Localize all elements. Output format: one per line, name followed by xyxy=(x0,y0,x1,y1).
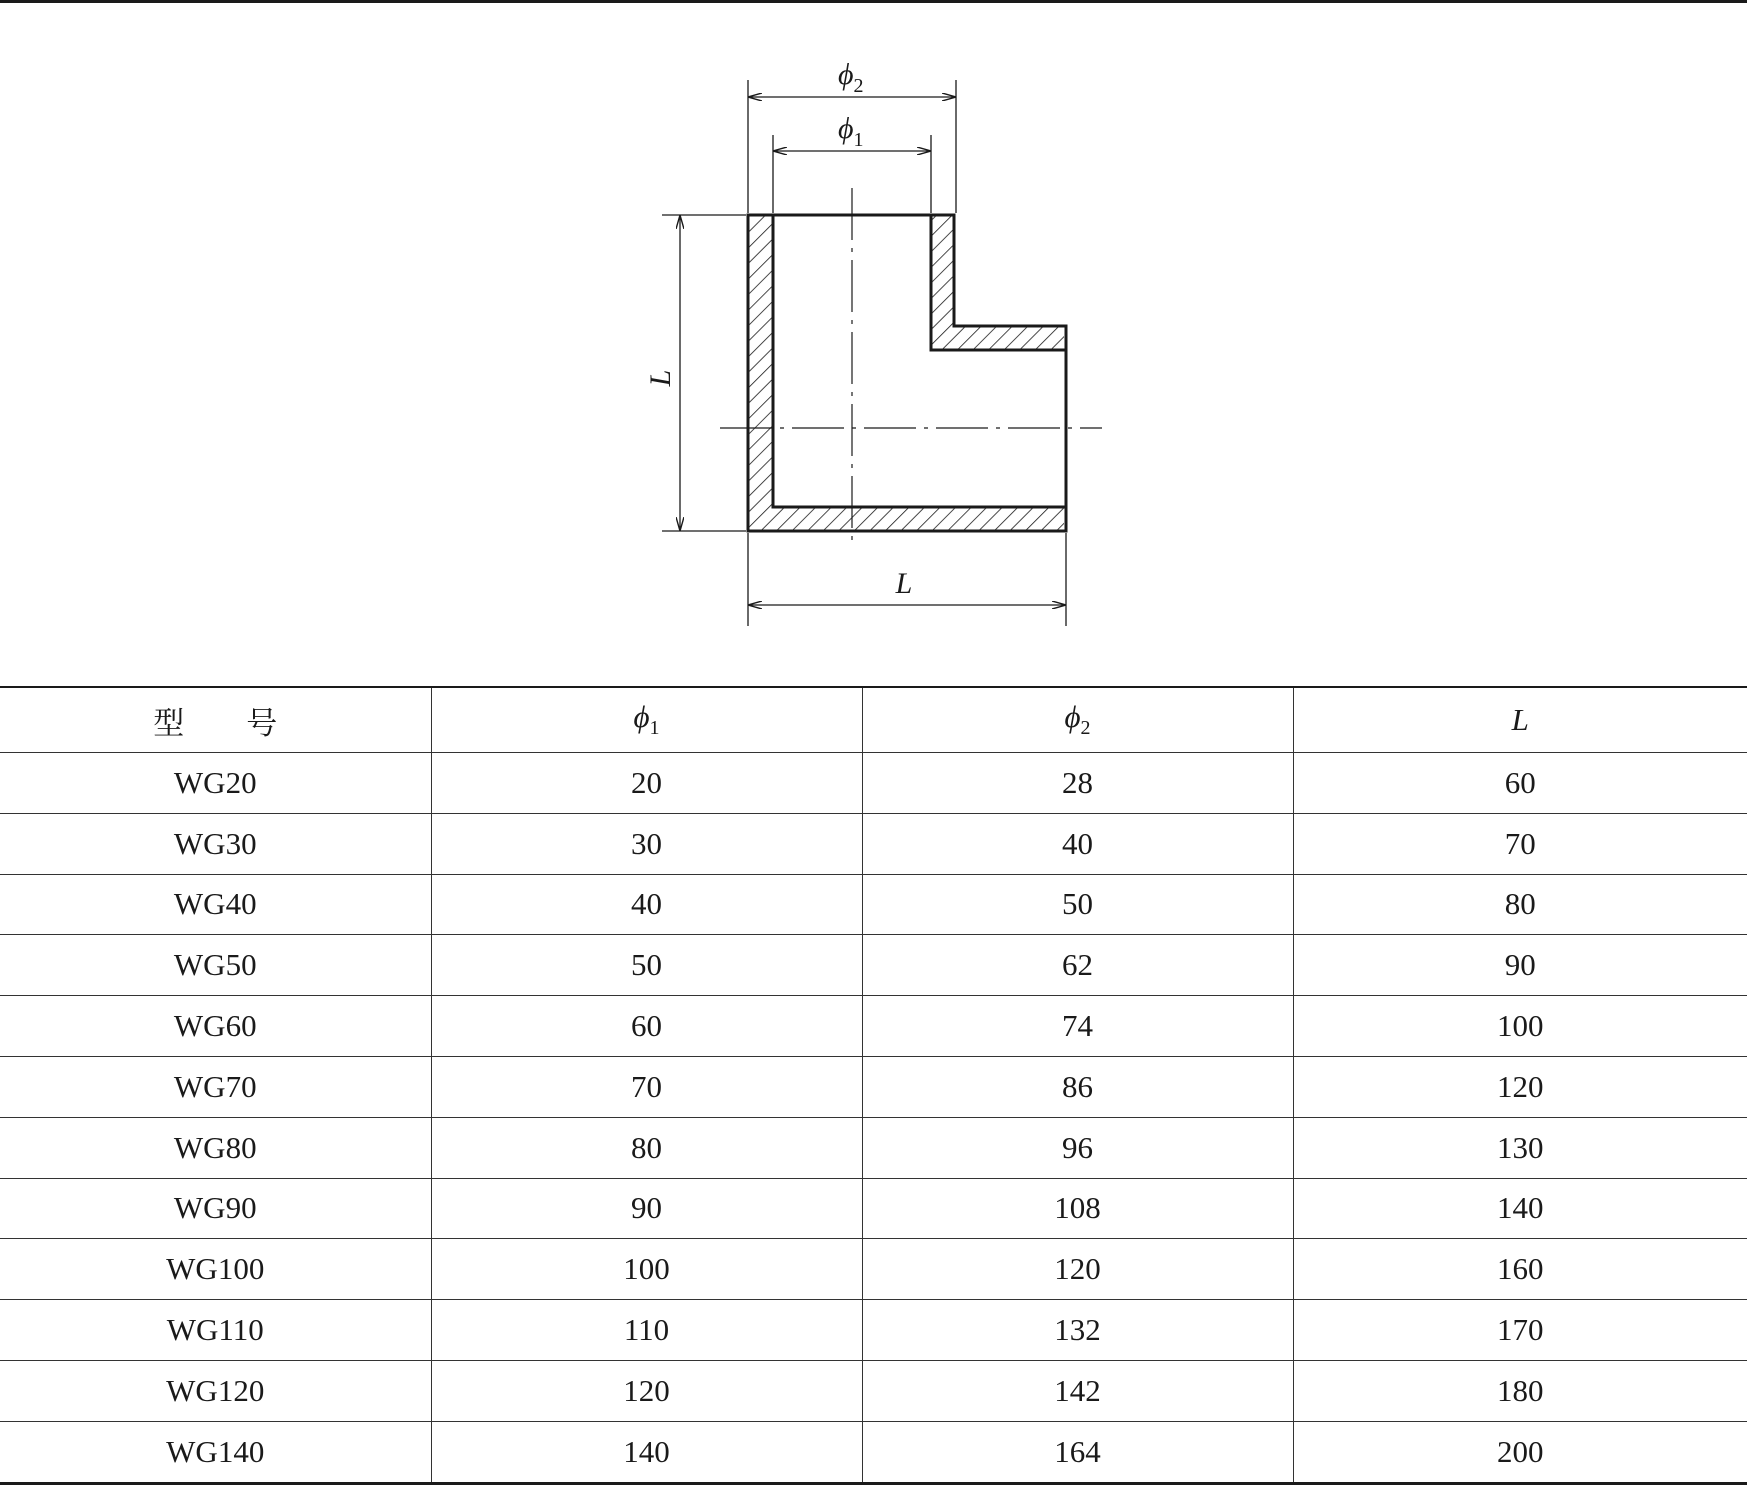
cell-L: 100 xyxy=(1293,996,1747,1057)
cell-L: 180 xyxy=(1293,1360,1747,1421)
cell-model: WG20 xyxy=(0,753,431,814)
header-phi1-subscript: 1 xyxy=(649,717,660,740)
cell-model: WG100 xyxy=(0,1239,431,1300)
cell-L: 140 xyxy=(1293,1178,1747,1239)
table-row xyxy=(0,753,1747,814)
cell-L: 160 xyxy=(1293,1239,1747,1300)
center-lines xyxy=(720,188,1102,543)
table-header-row xyxy=(0,687,1747,753)
cell-phi1: 30 xyxy=(431,813,862,874)
cell-model: WG70 xyxy=(0,1056,431,1117)
header-phi2-symbol: ϕ xyxy=(1064,699,1081,735)
table-row xyxy=(0,1300,1747,1361)
header-phi1-symbol: ϕ xyxy=(633,699,650,735)
cell-phi2: 62 xyxy=(862,935,1293,996)
cell-phi1: 140 xyxy=(431,1421,862,1483)
cell-L: 200 xyxy=(1293,1421,1747,1483)
cell-model: WG60 xyxy=(0,996,431,1057)
table-row xyxy=(0,813,1747,874)
phi-symbol: ϕ xyxy=(838,58,854,91)
cell-phi2: 120 xyxy=(862,1239,1293,1300)
cell-phi1: 110 xyxy=(431,1300,862,1361)
elbow-wall-section xyxy=(748,215,1064,531)
cell-model: WG140 xyxy=(0,1421,431,1483)
cell-phi1: 70 xyxy=(431,1056,862,1117)
cell-phi1: 120 xyxy=(431,1360,862,1421)
cell-model: WG30 xyxy=(0,813,431,874)
header-phi2 xyxy=(862,687,1293,753)
table-row xyxy=(0,1056,1747,1117)
cell-phi2: 74 xyxy=(862,996,1293,1057)
cell-model: WG50 xyxy=(0,935,431,996)
cell-phi2: 164 xyxy=(862,1421,1293,1483)
cell-phi2: 86 xyxy=(862,1056,1293,1117)
dim-phi1-label xyxy=(838,112,864,151)
cell-phi1: 50 xyxy=(431,935,862,996)
table-row xyxy=(0,874,1747,935)
table-row xyxy=(0,1239,1747,1300)
cell-L: 170 xyxy=(1293,1300,1747,1361)
cell-L: 70 xyxy=(1293,813,1747,874)
phi1-subscript: 1 xyxy=(853,129,864,151)
table-row xyxy=(0,1360,1747,1421)
elbow-section-drawing xyxy=(0,0,1747,680)
cell-L: 80 xyxy=(1293,874,1747,935)
table-row xyxy=(0,1117,1747,1178)
cell-phi2: 40 xyxy=(862,813,1293,874)
header-phi1 xyxy=(431,687,862,753)
cell-model: WG40 xyxy=(0,874,431,935)
cell-model: WG110 xyxy=(0,1300,431,1361)
elbow-outline xyxy=(748,215,1066,531)
cell-phi1: 90 xyxy=(431,1178,862,1239)
cell-phi2: 96 xyxy=(862,1117,1293,1178)
cell-phi1: 40 xyxy=(431,874,862,935)
elbow-spec-table xyxy=(0,686,1747,1485)
phi-symbol: ϕ xyxy=(838,112,854,145)
cell-L: 130 xyxy=(1293,1117,1747,1178)
cell-model: WG120 xyxy=(0,1360,431,1421)
cell-phi2: 50 xyxy=(862,874,1293,935)
dim-L-left-label: L xyxy=(644,369,677,387)
cell-phi2: 132 xyxy=(862,1300,1293,1361)
cell-phi1: 20 xyxy=(431,753,862,814)
header-phi2-subscript: 2 xyxy=(1080,717,1091,740)
cell-phi1: 80 xyxy=(431,1117,862,1178)
table-row xyxy=(0,1421,1747,1483)
cell-phi2: 142 xyxy=(862,1360,1293,1421)
dim-phi2-label xyxy=(838,58,864,97)
table-row xyxy=(0,935,1747,996)
cell-L: 120 xyxy=(1293,1056,1747,1117)
dim-L-bottom-label: L xyxy=(895,567,913,600)
cell-phi1: 100 xyxy=(431,1239,862,1300)
cell-phi2: 108 xyxy=(862,1178,1293,1239)
cell-L: 60 xyxy=(1293,753,1747,814)
table-row xyxy=(0,1178,1747,1239)
cell-phi1: 60 xyxy=(431,996,862,1057)
cell-model: WG80 xyxy=(0,1117,431,1178)
cell-L: 90 xyxy=(1293,935,1747,996)
table-row xyxy=(0,996,1747,1057)
cell-phi2: 28 xyxy=(862,753,1293,814)
header-L: L xyxy=(1293,687,1747,753)
header-model: 型 号 xyxy=(0,687,431,753)
phi2-subscript: 2 xyxy=(853,75,864,97)
cell-model: WG90 xyxy=(0,1178,431,1239)
